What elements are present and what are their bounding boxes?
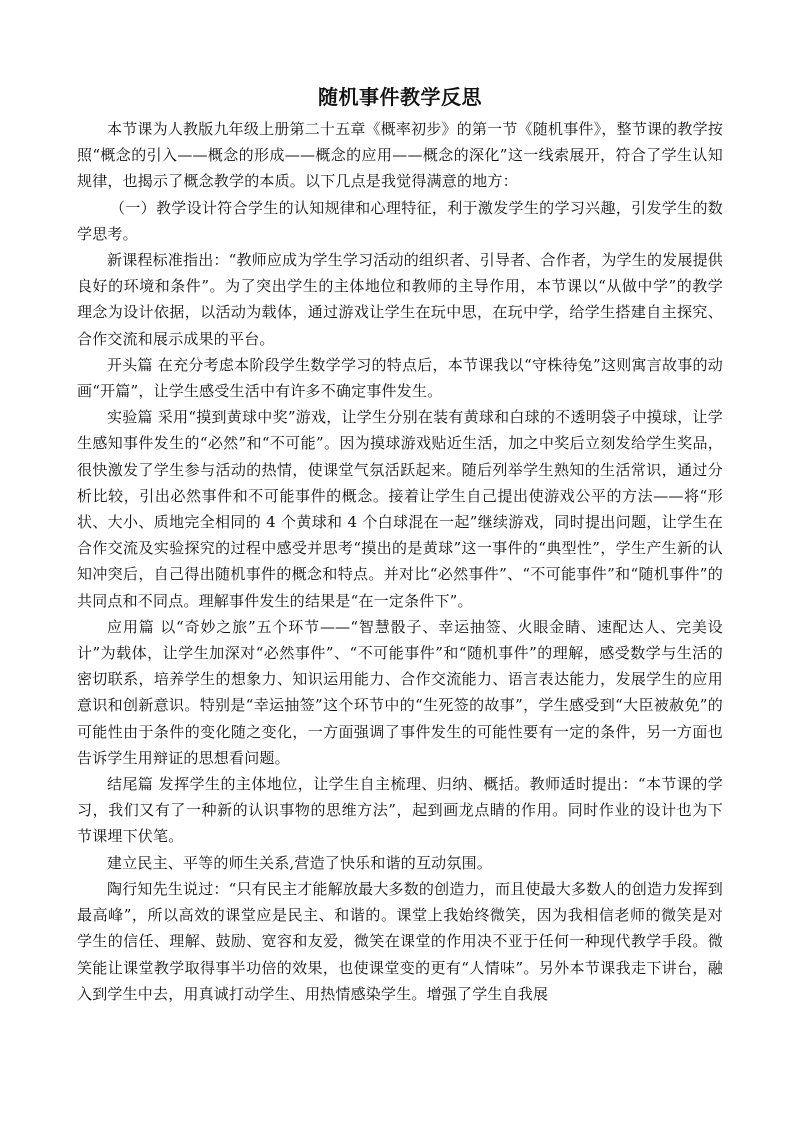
- document-title: 随机事件教学反思: [318, 85, 482, 109]
- paragraph-tao-xingzhi: 陶行知先生说过：“只有民主才能解放最大多数的创造力，而且使最大多数人的创造力发挥到最高峰”，所以高效的课堂应是民主、和谐的。课堂上我始终微笑，因为我相信老师的微笑是对学生的信任、理解、鼓励、宽容和友爱，微笑在课堂的作用决不亚于任何一种现代教学手段。微笑能让课堂教学取得事半功倍的效果，也使课堂变的更有“人情味”。另外本节课我走下讲台，融入到学生中去，用真诚打动学生、用热情感染学生。增强了学生自我展: [77, 879, 723, 1003]
- paragraph-ending: 结尾篇 发挥学生的主体地位，让学生自主梳理、归纳、概括。教师适时提出：“本节课的学习，我们又有了一种新的认识事物的思维方法”，起到画龙点睛的作用。同时作业的设计也为下节课埋下伏笔。: [77, 775, 723, 846]
- paragraph-experiment: 实验篇 采用“摸到黄球中奖”游戏，让学生分别在装有黄球和白球的不透明袋子中摸球，让学生感知事件发生的“必然”和“不可能”。因为摸球游戏贴近生活，加之中奖后立刻发给学生奖品，很快激发了学生参与活动的热情，使课堂气氛活跃起来。随后列举学生熟知的生活常识，通过分析比较，引出必然事件和不可能事件的概念。接着让学生自己提出使游戏公平的方法——将“形状、大小、质地完全相同的 4 个黄球和 4 个白球混在一起”继续游戏，同时提出问题，让学生在合作交流及实验探究的过程中感受并思考“摸出的是黄球”这一事件的“典型性”，学生产生新的认知冲突后，自己得出随机事件的概念和特点。并对比“必然事件”、“不可能事件”和“随机事件”的共同点和不同点。理解事件发生的结果是“在一定条件下”。: [77, 408, 723, 610]
- paragraph-curriculum-standard: 新课程标准指出：“教师应成为学生学习活动的组织者、引导者、合作者，为学生的发展提供良好的环境和条件”。为了突出学生的主体地位和教师的主导作用，本节课以“从做中学”的教学理念为设计依据，以活动为载体，通过游戏让学生在玩中思，在玩中学，给学生搭建自主探究、合作交流和展示成果的平台。: [77, 251, 723, 348]
- document-page: [77, 82, 723, 1007]
- paragraph-opening: 开头篇 在充分考虑本阶段学生数学学习的特点后，本节课我以“守株待兔”这则寓言故事的动画“开篇”，让学生感受生活中有许多不确定事件发生。: [77, 355, 723, 401]
- paragraph-application: 应用篇 以“奇妙之旅”五个环节——“智慧骰子、幸运抽签、火眼金睛、速配达人、完美设计”为载体，让学生加深对“必然事件”、“不可能事件”和“随机事件”的理解，感受数学与生活的密切联系，培养学生的想象力、知识运用能力、合作交流能力、语言表达能力，发展学生的应用意识和创新意识。特别是“幸运抽签”这个环节中的“生死签的故事”，学生感受到“大臣被赦免”的可能性由于条件的变化随之变化，一方面强调了事件发生的可能性要有一定的条件，另一方面也告诉学生用辩证的思想看问题。: [77, 617, 723, 767]
- paragraph-intro: 本节课为人教版九年级上册第二十五章《概率初步》的第一节《随机事件》，整节课的教学按照“概念的引入——概念的形成——概念的应用——概念的深化”这一线索展开，符合了学生认知规律，也揭示了概念教学的本质。以下几点是我觉得满意的地方：: [77, 120, 723, 191]
- paragraph-point-one: （一）教学设计符合学生的认知规律和心理特征，利于激发学生的学习兴趣，引发学生的数学思考。: [77, 198, 723, 243]
- paragraph-democracy-heading: 建立民主、平等的师生关系,营造了快乐和谐的互动氛围。: [107, 853, 492, 872]
